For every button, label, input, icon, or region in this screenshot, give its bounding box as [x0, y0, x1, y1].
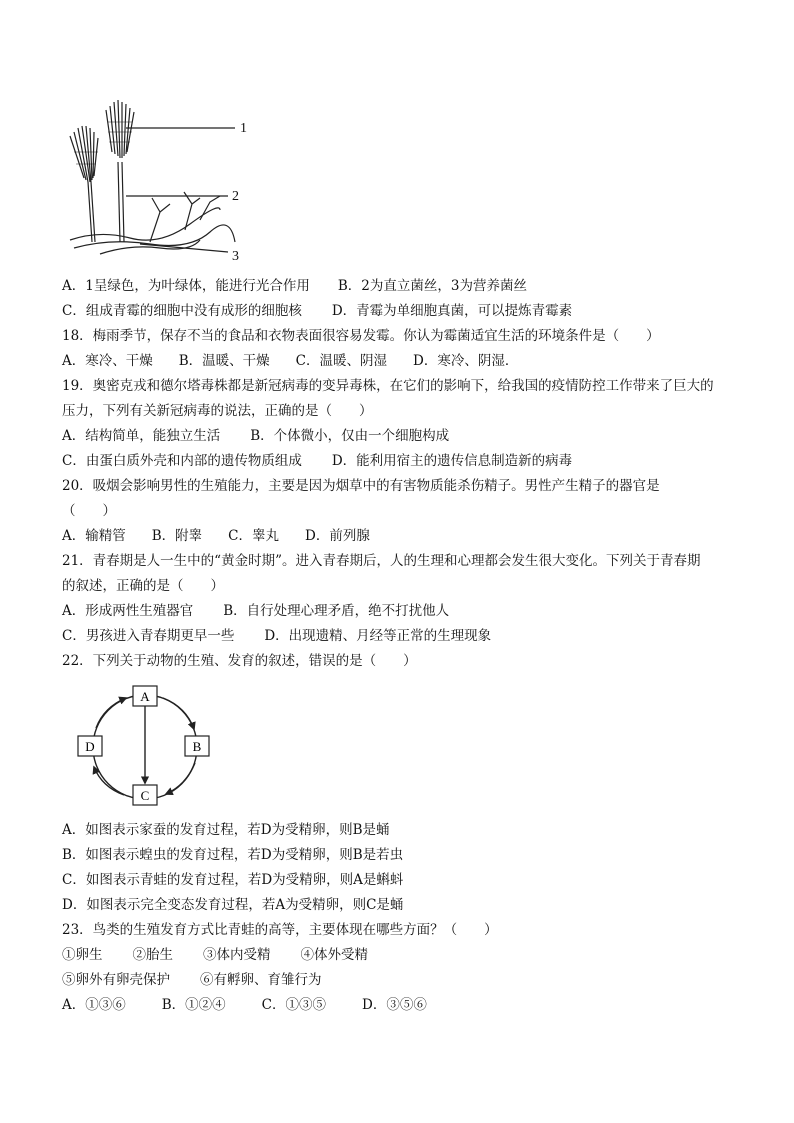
diagram-label-d: D: [85, 739, 95, 754]
q19-stem-line2: 压力，下列有关新冠病毒的说法，正确的是（ ）: [62, 403, 373, 419]
q23-item-3: ③体内受精: [203, 947, 271, 963]
q23-items-row1: [62, 945, 368, 965]
q21-option-a: A．形成两性生殖器官: [62, 603, 194, 619]
q22-option-d: D．如图表示完全变态发育过程，若A为受精卵，则C是蛹: [62, 897, 404, 913]
q23-option-b: B．①②④: [161, 997, 226, 1013]
q17-row-cd: [62, 301, 572, 321]
q20-stem-line1: 20．吸烟会影响男性的生殖能力，主要是因为烟草中的有害物质能杀伤精子。男性产生精子的器官是: [62, 478, 660, 494]
q20-option-b: B．附睾: [151, 528, 203, 544]
q17-option-a: A．1呈绿色，为叶绿体，能进行光合作用: [62, 278, 310, 294]
q19-row-ab: [62, 426, 449, 446]
q22-stem: 22．下列关于动物的生殖、发育的叙述，错误的是（ ）: [62, 653, 417, 669]
q23-options: [62, 995, 427, 1015]
q20-option-a: A．输精管: [62, 528, 126, 544]
q23-item-1: ①卵生: [62, 947, 103, 963]
q20-option-c: C．睾丸: [228, 528, 280, 544]
q18-stem: 18．梅雨季节，保存不当的食品和衣物表面很容易发霉。你认为霉菌适宜生活的环境条件是（ ）: [62, 328, 660, 344]
q21-row-cd: [62, 626, 491, 646]
q19-option-d: D．能利用宿主的遗传信息制造新的病毒: [331, 453, 573, 469]
q21-option-d: D．出现遗精、月经等正常的生理现象: [264, 628, 492, 644]
q18-option-a: A．寒冷、干燥: [62, 353, 153, 369]
q17-option-d: D．青霉为单细胞真菌，可以提炼青霉素: [331, 303, 573, 319]
q18-option-d: D．寒冷、阴湿．: [413, 353, 519, 369]
q19-stem-line1: 19．奥密克戎和德尔塔毒株都是新冠病毒的变异毒株，在它们的影响下，给我国的疫情防控工作带来了巨大的: [62, 378, 714, 394]
q23-item-4: ④体外受精: [300, 947, 368, 963]
diagram-label-a: A: [140, 689, 150, 704]
development-cycle-diagram: [70, 683, 220, 808]
diagram-label-b: B: [192, 739, 202, 754]
figure1-label-2: 2: [232, 189, 239, 204]
figure1-label-1: 1: [240, 121, 247, 136]
q23-items-row2: [62, 970, 322, 990]
diagram-label-c: C: [140, 788, 150, 803]
q23-item-2: ②胎生: [132, 947, 173, 963]
q23-option-c: C．①③⑤: [261, 997, 327, 1013]
q19-row-cd: [62, 451, 572, 471]
q23-option-a: A．①③⑥: [62, 997, 126, 1013]
q18-option-c: C．温暖、阴湿: [295, 353, 388, 369]
q19-option-b: B．个体微小，仅由一个细胞构成: [250, 428, 450, 444]
q21-stem-line1: 21．青春期是人一生中的“黄金时期”。进入青春期后，人的生理和心理都会发生很大变化。下列关于青春期: [62, 553, 701, 569]
q20-options: [62, 526, 370, 546]
q18-options: [62, 351, 518, 371]
q17-row-ab: [62, 276, 527, 296]
q19-option-a: A．结构简单，能独立生活: [62, 428, 221, 444]
q17-option-c: C．组成青霉的细胞中没有成形的细胞核: [62, 303, 302, 319]
q20-stem-line2: （ ）: [62, 503, 116, 519]
q21-option-b: B．自行处理心理矛盾，绝不打扰他人: [223, 603, 450, 619]
q21-row-ab: [62, 601, 449, 621]
q23-item-6: ⑥有孵卵、育雏行为: [200, 972, 322, 988]
q22-option-c: C．如图表示青蛙的发育过程，若D为受精卵，则A是蝌蚪: [62, 872, 404, 888]
q22-option-a: A．如图表示家蚕的发育过程，若D为受精卵，则B是蛹: [62, 822, 390, 838]
q20-option-d: D．前列腺: [305, 528, 370, 544]
q17-option-b: B．2为直立菌丝，3为营养菌丝: [337, 278, 527, 294]
q23-option-d: D．③⑤⑥: [362, 997, 427, 1013]
q23-item-5: ⑤卵外有卵壳保护: [62, 972, 170, 988]
q23-stem: 23．鸟类的生殖发育方式比青蛙的高等，主要体现在哪些方面？（ ）: [62, 922, 498, 938]
q21-stem-line2: 的叙述，正确的是（ ）: [62, 578, 224, 594]
q21-option-c: C．男孩进入青春期更早一些: [62, 628, 235, 644]
q22-option-b: B．如图表示蝗虫的发育过程，若D为受精卵，则B是若虫: [62, 847, 404, 863]
q18-option-b: B．温暖、干燥: [178, 353, 270, 369]
penicillium-figure: [60, 92, 270, 272]
figure1-label-3: 3: [232, 249, 239, 264]
q19-option-c: C．由蛋白质外壳和内部的遗传物质组成: [62, 453, 302, 469]
